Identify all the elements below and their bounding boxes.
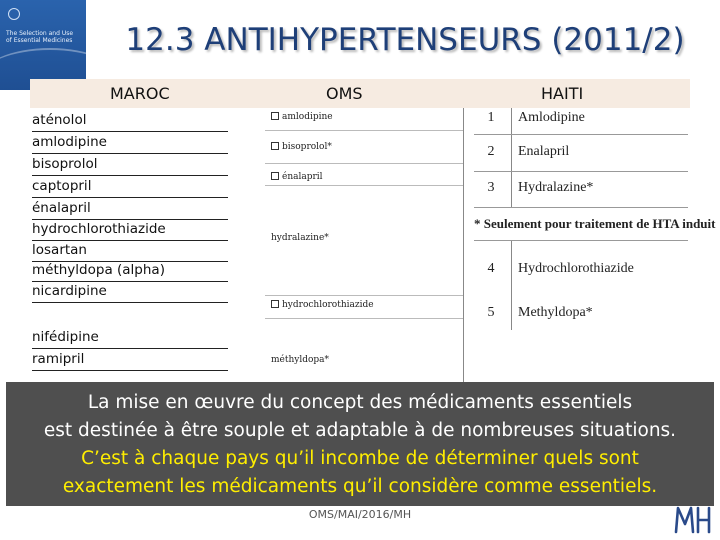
table-footnote: * Seulement pour traitement de HTA induit [474,208,688,241]
list-item: hydralazine* [271,233,329,243]
list-item: énalapril [271,172,323,182]
table-row: 3 Hydralazine* [474,172,688,208]
list-item: aténolol [32,110,228,132]
list-item: énalapril [32,198,228,220]
column-header-oms: OMS [326,84,363,103]
list-item: méthyldopa* [271,355,330,365]
message-line: La mise en œuvre du concept des médicaments essentiels [87,392,633,413]
slide-title: 12.3 ANTIHYPERTENSEURS (2011/2) [125,22,685,58]
checkbox-icon [271,142,279,150]
column-header-maroc: MAROC [110,84,170,103]
list-item: amlodipine [271,112,333,122]
list-item: ramipril [32,349,228,371]
who-emblem-icon [8,8,20,20]
list-item: méthyldopa (alpha) [32,260,228,282]
list-item: captopril [32,176,228,198]
list-item: hydrochlorothiazide [271,300,374,310]
list-item: hydrochlorothiazide [32,219,228,241]
mh-logo [672,502,714,536]
checkbox-icon [271,172,279,180]
list-item: nicardipine [32,281,228,303]
list-item: losartan [32,240,228,262]
message-box [6,382,714,506]
table-row: 4 Hydrochlorothiazide [487,261,634,276]
checkbox-icon [271,300,279,308]
table-row: 2 Enalapril [474,135,688,172]
list-item: bisoprolol* [271,142,332,152]
list-item: bisoprolol [32,154,228,176]
message-line-highlight: C’est à chaque pays qu’il incombe de déterminer quels sont [81,448,639,469]
message-line-highlight: exactement les médicaments qu’il considère comme essentiels. [62,476,658,497]
cover-title: The Selection and Use of Essential Medicines [6,30,74,44]
checkbox-icon [271,112,279,120]
publication-cover-image [0,0,86,90]
footer-reference: OMS/MAI/2016/MH [308,508,412,521]
table-row: 5 Methyldopa* [487,305,593,320]
table-row: 1 Amlodipine [474,108,688,135]
column-header-haiti: HAITI [541,84,584,103]
message-line: est destinée à être souple et adaptable à de nombreuses situations. [43,420,677,441]
list-item: nifédipine [32,327,228,349]
list-item: amlodipine [32,132,228,154]
